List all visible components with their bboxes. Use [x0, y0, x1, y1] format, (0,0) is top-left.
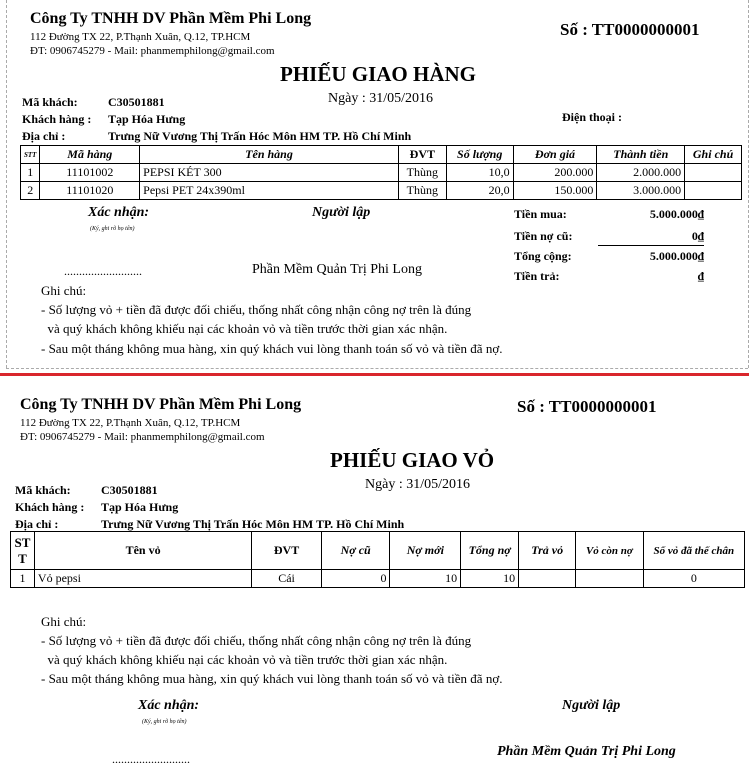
total-label-purchase: Tiền mua: [514, 207, 567, 221]
signature-dots: .......................... [112, 752, 190, 766]
software-name: Phần Mềm Quản Trị Phi Long [497, 744, 676, 759]
confirm-label: Xác nhận: [138, 698, 200, 713]
cell-unit: Cái [252, 570, 322, 588]
col-code: Mã hàng [40, 146, 140, 164]
note-line-2: và quý khách không khiếu nại các khoản vỏ và tiền trước thời gian xác nhận. [41, 652, 448, 667]
cell-unit: Thùng [398, 164, 446, 182]
cell-old-debt: 0 [321, 570, 390, 588]
total-label-paid: Tiền trả: [514, 269, 560, 283]
customer-code: C30501881 [101, 483, 158, 497]
col-shell-name: Tên vỏ [34, 532, 251, 570]
notes-title: Ghi chú: [41, 283, 87, 298]
slip-date: Ngày : 31/05/2016 [328, 91, 433, 106]
company-name: Công Ty TNHH DV Phần Mềm Phi Long [20, 396, 302, 413]
goods-table-header [21, 146, 742, 164]
cell-returned [519, 570, 576, 588]
col-total-debt: Tổng nợ [461, 532, 519, 570]
page-break-separator [0, 373, 749, 376]
note-line-2: và quý khách không khiếu nại các khoản vỏ và tiền trước thời gian xác nhận. [41, 321, 448, 336]
shell-table [10, 531, 745, 588]
creator-label: Người lập [562, 698, 621, 713]
address-label: Địa chỉ : [15, 517, 59, 531]
table-row [21, 182, 742, 200]
goods-table [20, 145, 742, 200]
total-value-purchase: 5.000.000₫ [649, 207, 704, 221]
table-row [11, 570, 745, 588]
customer-address: Trưng Nữ Vương Thị Trấn Hóc Môn HM TP. Hồ Chí Minh [108, 129, 412, 143]
page-guide-bottom [6, 368, 748, 369]
col-price: Đơn giá [513, 146, 597, 164]
col-stt: STT [21, 146, 40, 164]
cell-stt: 1 [21, 164, 40, 182]
total-underline [598, 245, 704, 246]
col-deposit: Số vỏ đã thế chân [643, 532, 744, 570]
col-new-debt: Nợ mới [390, 532, 461, 570]
cell-price: 200.000 [513, 164, 597, 182]
customer-label: Khách hàng : [22, 112, 92, 126]
signature-dots: .......................... [64, 264, 142, 278]
slip-number: Số : TT0000000001 [560, 20, 700, 39]
cell-note [685, 182, 742, 200]
slip-number: Số : TT0000000001 [517, 397, 657, 416]
total-value-old-debt: 0₫ [691, 229, 704, 243]
customer-address: Trưng Nữ Vương Thị Trấn Hóc Môn HM TP. Hồ Chí Minh [101, 517, 405, 531]
cell-amount: 3.000.000 [597, 182, 685, 200]
company-address: 112 Đường TX 22, P.Thạnh Xuân, Q.12, TP.HCM [20, 417, 241, 429]
cell-new-debt: 10 [390, 570, 461, 588]
customer-name: Tạp Hóa Hưng [108, 112, 186, 126]
customer-code-label: Mã khách: [22, 95, 78, 109]
cell-qty: 10,0 [446, 164, 513, 182]
cell-unit: Thùng [398, 182, 446, 200]
cell-name: Pepsi PET 24x390ml [140, 182, 399, 200]
col-unit: ĐVT [252, 532, 322, 570]
company-contact: ĐT: 0906745279 - Mail: phanmemphilong@gmail.com [30, 45, 275, 57]
col-amount: Thành tiền [597, 146, 685, 164]
company-contact: ĐT: 0906745279 - Mail: phanmemphilong@gmail.com [20, 431, 265, 443]
col-qty: Số lượng [446, 146, 513, 164]
customer-code-label: Mã khách: [15, 483, 71, 497]
customer-name: Tạp Hóa Hưng [101, 500, 179, 514]
table-row [21, 164, 742, 182]
cell-remaining [576, 570, 644, 588]
cell-name: PEPSI KÉT 300 [140, 164, 399, 182]
cell-code: 11101020 [40, 182, 140, 200]
company-address: 112 Đường TX 22, P.Thạnh Xuân, Q.12, TP.HCM [30, 31, 251, 43]
cell-shell-name: Vỏ pepsi [34, 570, 251, 588]
note-line-3: - Sau một tháng không mua hàng, xin quý khách vui lòng thanh toán số vỏ và tiền đã nợ. [41, 341, 503, 356]
customer-label: Khách hàng : [15, 500, 85, 514]
col-name: Tên hàng [140, 146, 399, 164]
col-remaining: Vỏ còn nợ [576, 532, 644, 570]
cell-code: 11101002 [40, 164, 140, 182]
confirm-label: Xác nhận: [88, 205, 150, 220]
phone-label: Điện thoại : [562, 110, 622, 124]
note-line-1: - Số lượng vỏ + tiền đã được đối chiếu, thống nhất công nhận công nợ trên là đúng [41, 633, 472, 648]
cell-note [685, 164, 742, 182]
cell-qty: 20,0 [446, 182, 513, 200]
page-guide-left [6, 0, 7, 368]
col-unit: ĐVT [398, 146, 446, 164]
slip-date: Ngày : 31/05/2016 [365, 477, 470, 492]
cell-stt: 1 [11, 570, 35, 588]
slip-title: PHIẾU GIAO HÀNG [280, 62, 477, 86]
total-value-sum: 5.000.000₫ [649, 249, 704, 263]
confirm-note: (Ký, ghi rõ họ tên) [142, 719, 187, 725]
creator-label: Người lập [312, 205, 371, 220]
software-name: Phần Mềm Quản Trị Phi Long [252, 262, 422, 277]
page-guide-right [748, 0, 749, 368]
company-name: Công Ty TNHH DV Phần Mềm Phi Long [30, 10, 312, 27]
total-label-old-debt: Tiền nợ cũ: [514, 229, 573, 243]
cell-deposit: 0 [643, 570, 744, 588]
col-stt: ST T [11, 532, 35, 570]
col-old-debt: Nợ cũ [321, 532, 390, 570]
notes-title: Ghi chú: [41, 614, 87, 629]
note-line-1: - Số lượng vỏ + tiền đã được đối chiếu, thống nhất công nhận công nợ trên là đúng [41, 302, 472, 317]
col-note: Ghi chú [685, 146, 742, 164]
cell-price: 150.000 [513, 182, 597, 200]
confirm-note: (Ký, ghi rõ họ tên) [90, 226, 135, 232]
slip-title: PHIẾU GIAO VỎ [330, 448, 495, 472]
total-value-paid: ₫ [697, 269, 704, 283]
cell-amount: 2.000.000 [597, 164, 685, 182]
cell-total-debt: 10 [461, 570, 519, 588]
total-label-sum: Tổng cộng: [514, 249, 572, 263]
cell-stt: 2 [21, 182, 40, 200]
address-label: Địa chỉ : [22, 129, 66, 143]
note-line-3: - Sau một tháng không mua hàng, xin quý khách vui lòng thanh toán số vỏ và tiền đã nợ. [41, 671, 503, 686]
col-returned: Trả vỏ [519, 532, 576, 570]
customer-code: C30501881 [108, 95, 165, 109]
shell-table-header [11, 532, 745, 570]
